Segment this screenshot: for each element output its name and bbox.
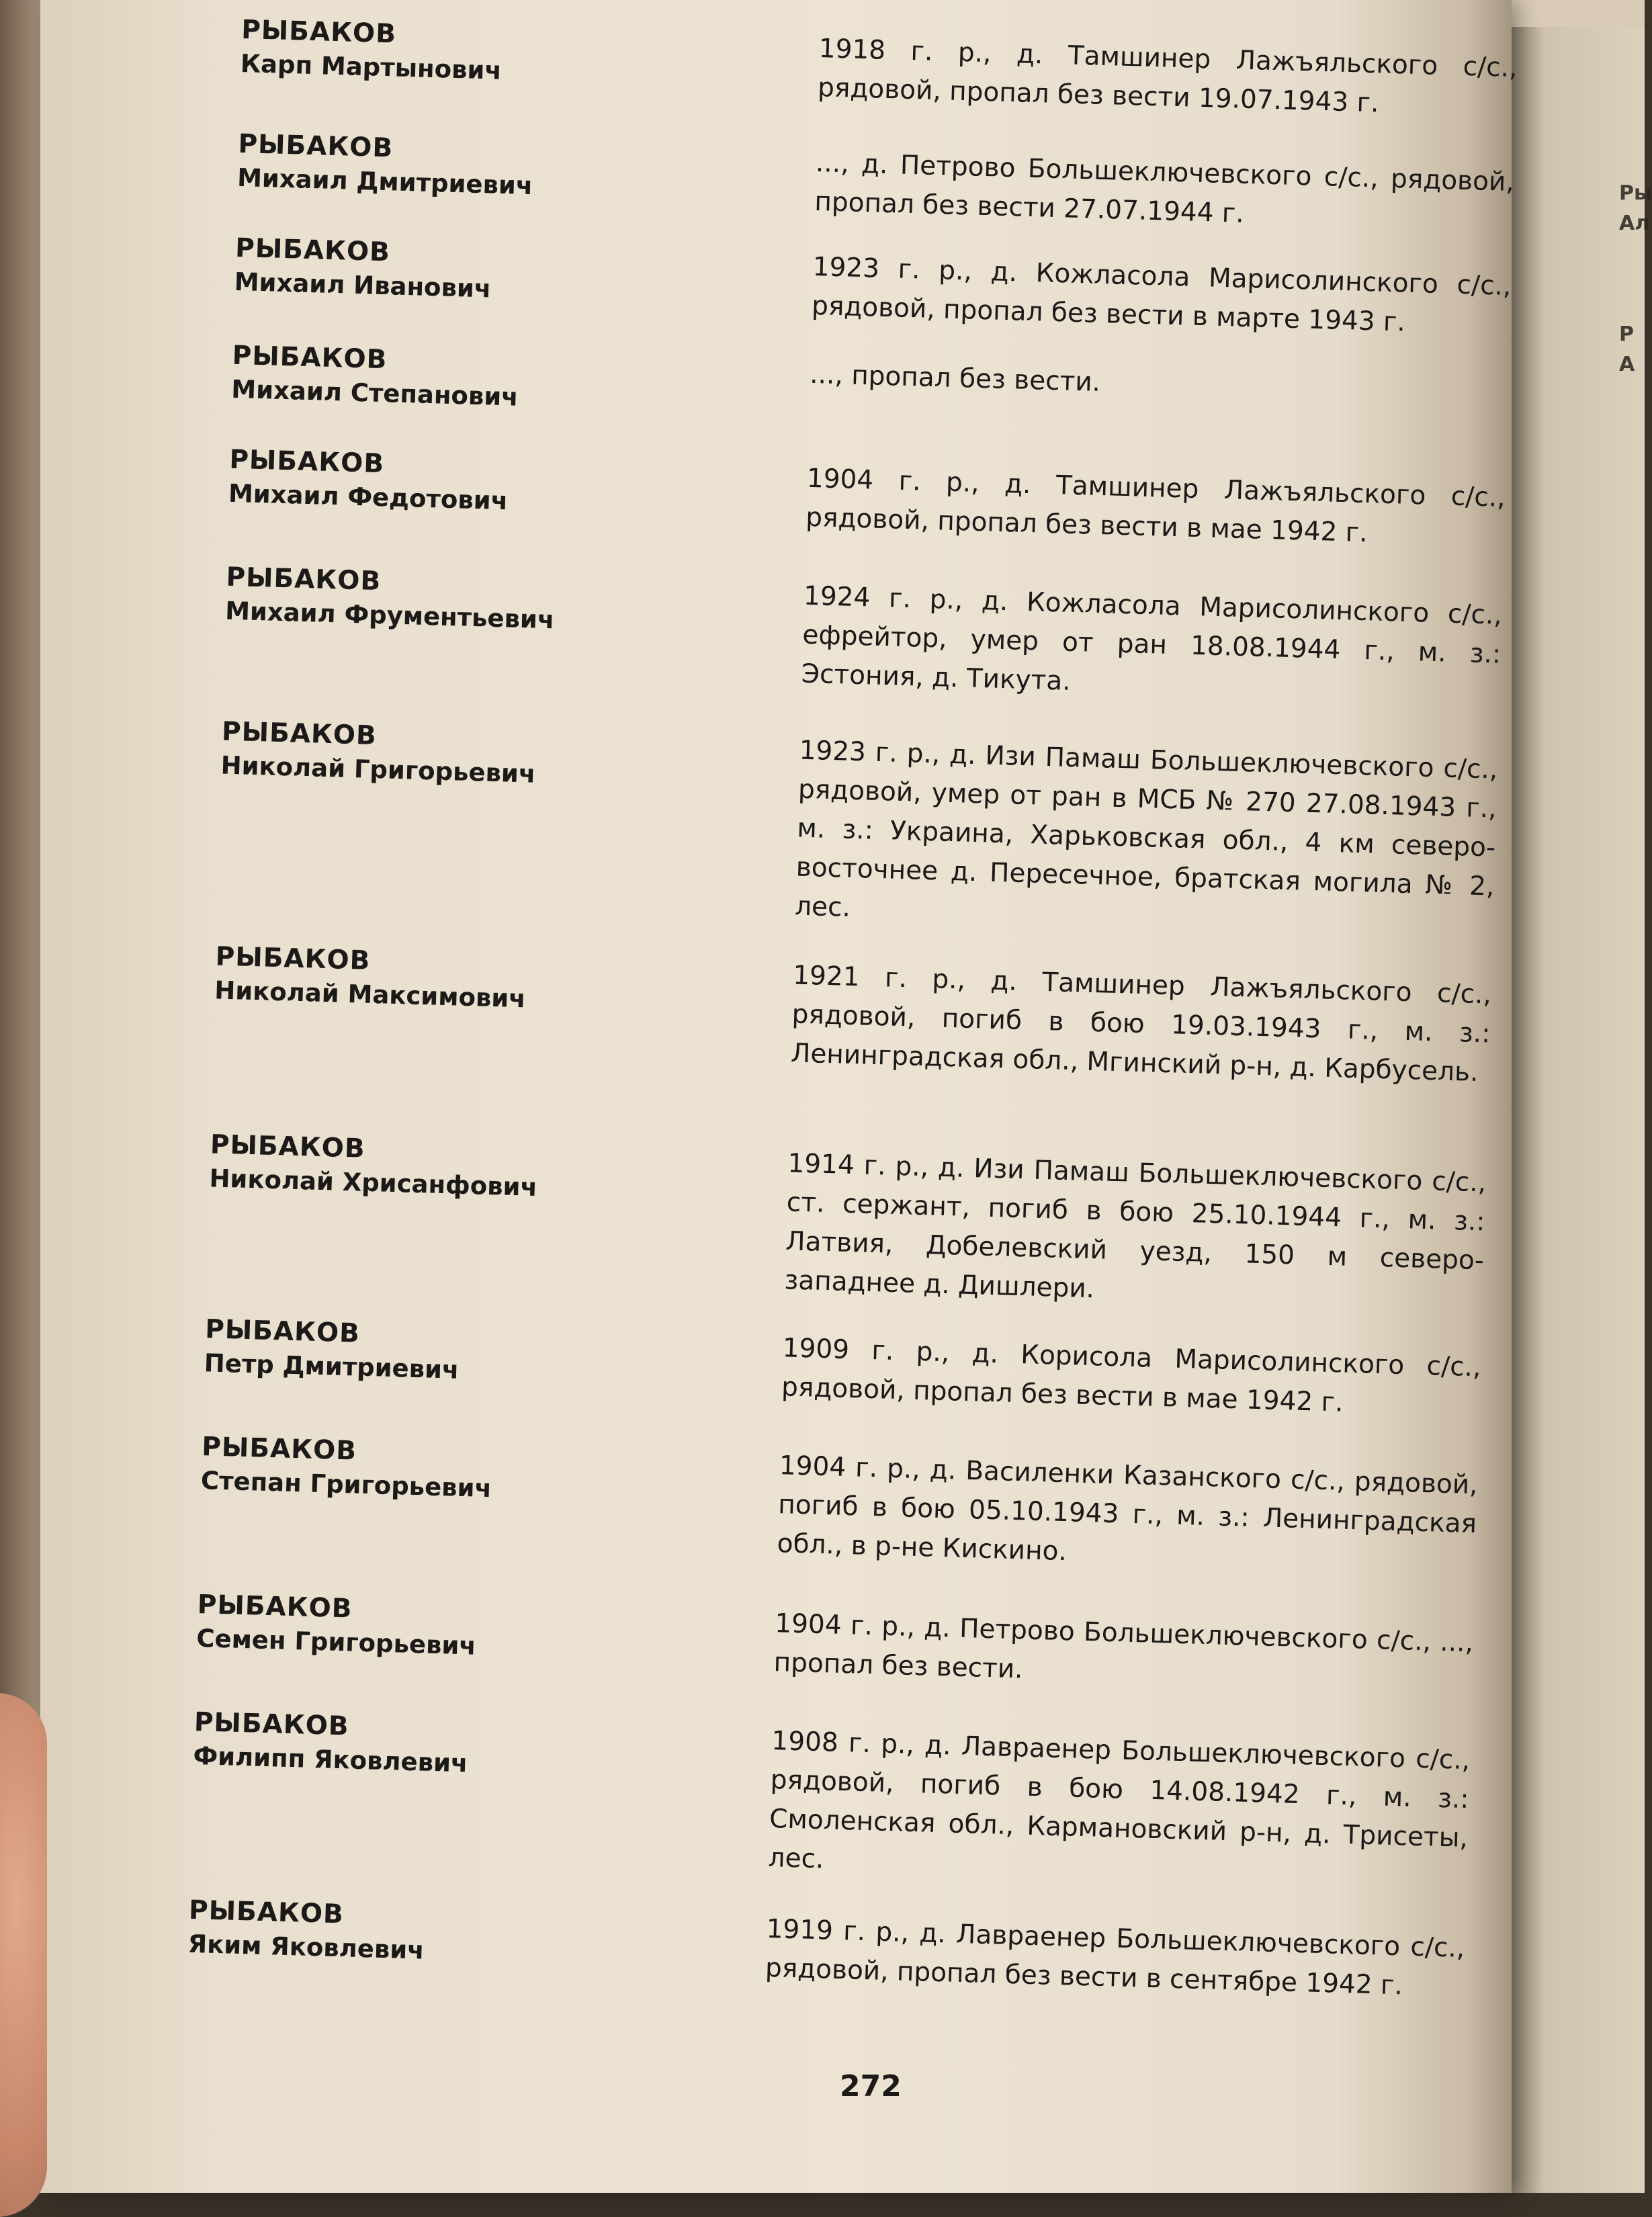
- surname: РЫБАКОВ: [197, 1590, 353, 1624]
- entry-name: [214, 940, 753, 1022]
- entry-name: [204, 1313, 742, 1395]
- entry: [214, 940, 1525, 1088]
- thumb: [0, 1693, 47, 2217]
- page-number: 272: [840, 2069, 902, 2103]
- entry-description: 1914 г. р., д. Изи Памаш Большеключевского с/с., ст. сержант, погиб в бою 25.10.1944 г., м. з.: Латвия, Добелевский уезд, 150 м северо-западнее д. Дишлери.: [784, 1148, 1487, 1305]
- entry: [240, 13, 1551, 119]
- entry-description: 1923 г. р., д. Изи Памаш Большеключевского с/с., рядовой, умер от ран в МСБ № 270 27.08.1943 г., м. з.: Украина, Харьковская обл., 4 км северо-восточнее д. Пересечное, братская могила № 2, лес.: [794, 735, 1498, 923]
- entry: [187, 1894, 1499, 2001]
- entry-name: [220, 715, 759, 797]
- entry-name: [236, 128, 775, 210]
- given-name: Михаил Степанович: [230, 374, 519, 412]
- given-name: Карп Мартынович: [240, 48, 503, 85]
- entry-description: ..., д. Петрово Большеключевского с/с., рядовой, пропал без вести 27.07.1944 г.: [814, 147, 1515, 229]
- entry-description: ..., пропал без вести.: [809, 359, 1101, 398]
- surname: РЫБАКОВ: [201, 1432, 357, 1467]
- edge-text: А: [1619, 353, 1635, 376]
- entry-description: 1921 г. р., д. Тамшинер Лажъяльского с/с., рядовой, погиб в бою 19.03.1943 г., м. з.: Ленинградская обл., Мгинский р-н, д. Карбусель.: [790, 960, 1492, 1088]
- surname: РЫБАКОВ: [204, 1314, 361, 1349]
- given-name: Михаил Иванович: [234, 267, 492, 304]
- entry: [234, 232, 1545, 338]
- given-name: Яким Яковлевич: [187, 1929, 425, 1965]
- entry: [204, 1313, 1515, 1418]
- entry-description: 1924 г. р., д. Кожласола Марисолинского с/с., ефрейтор, умер от ран 18.08.1944 г., м. з.: Эстония, д. Тикута.: [801, 580, 1503, 697]
- edge-text: Ры: [1619, 181, 1652, 205]
- given-name: Петр Дмитриевич: [204, 1348, 460, 1385]
- edge-text: Ал: [1619, 212, 1650, 235]
- entry: [220, 715, 1532, 923]
- entry-list: [187, 13, 1551, 2001]
- entry: [192, 1706, 1504, 1875]
- given-name: Николай Максимович: [214, 975, 527, 1014]
- surname: РЫБАКОВ: [193, 1707, 350, 1742]
- surname: РЫБАКОВ: [210, 1129, 366, 1164]
- entry-name: [224, 561, 763, 643]
- surname: РЫБАКОВ: [215, 941, 371, 976]
- entry-name: [196, 1588, 735, 1670]
- given-name: Михаил Фрументьевич: [224, 596, 555, 635]
- entry-name: [234, 232, 773, 314]
- given-name: Степан Григорьевич: [200, 1466, 492, 1504]
- surname: РЫБАКОВ: [234, 232, 391, 268]
- given-name: Михаил Федотович: [228, 478, 509, 516]
- entry: [200, 1430, 1512, 1567]
- given-name: Михаил Дмитриевич: [236, 163, 533, 201]
- entry: [236, 128, 1548, 229]
- next-page-edge: [1512, 27, 1652, 2193]
- surname: РЫБАКОВ: [188, 1895, 345, 1930]
- entry-name: [209, 1128, 748, 1210]
- surname: РЫБАКОВ: [225, 562, 382, 597]
- entry-name: [187, 1894, 726, 1976]
- edge-text: Р: [1619, 322, 1634, 346]
- entry: [224, 561, 1536, 697]
- given-name: Филипп Яковлевич: [192, 1741, 469, 1778]
- entry-name: [193, 1706, 732, 1788]
- entry-description: 1904 г. р., д. Тамшинер Лажъяльского с/с., рядовой, пропал без вести в мае 1942 г.: [805, 463, 1506, 549]
- entry: [195, 1588, 1508, 1685]
- entry: [208, 1128, 1520, 1305]
- entry-description: 1908 г. р., д. Лавраенер Большеключевского с/с., рядовой, погиб в бою 14.08.1942 г., м. з.: Смоленская обл., Кармановский р-н, д. Трисеты, лес.: [768, 1726, 1471, 1875]
- book-page: [40, 0, 1518, 2193]
- entry-name: [228, 443, 767, 525]
- entry-name: [231, 339, 770, 421]
- entry-description: 1904 г. р., д. Петрово Большеключевского с/с., ..., пропал без вести.: [773, 1608, 1474, 1685]
- entry-description: 1909 г. р., д. Корисола Марисолинского с/с., рядовой, пропал без вести в мае 1942 г.: [781, 1333, 1482, 1418]
- given-name: Семен Григорьевич: [195, 1624, 477, 1661]
- entry-description: 1904 г. р., д. Василенки Казанского с/с., рядовой, погиб в бою 05.10.1943 г., м. з.: Ленинградская обл., в р-не Кискино.: [777, 1450, 1479, 1567]
- surname: РЫБАКОВ: [221, 716, 378, 752]
- given-name: Николай Григорьевич: [220, 750, 536, 789]
- entry: [230, 339, 1542, 412]
- entry-description: 1918 г. р., д. Тамшинер Лажъяльского с/с., рядовой, пропал без вести 19.07.1943 г.: [817, 34, 1518, 119]
- surname: РЫБАКОВ: [228, 444, 385, 480]
- given-name: Николай Хрисанфович: [208, 1164, 538, 1202]
- entry-description: 1919 г. р., д. Лавраенер Большеключевского с/с., рядовой, пропал без вести в сентябре 1942 г.: [765, 1913, 1465, 2001]
- surname: РЫБАКОВ: [241, 14, 397, 50]
- surname: РЫБАКОВ: [232, 340, 388, 376]
- entry-name: [200, 1430, 739, 1512]
- surname: РЫБАКОВ: [237, 128, 394, 164]
- entry: [228, 443, 1539, 549]
- entry-name: [240, 13, 779, 95]
- entry-description: 1923 г. р., д. Кожласола Марисолинского с/с., рядовой, пропал без вести в марте 1943 г.: [811, 251, 1512, 338]
